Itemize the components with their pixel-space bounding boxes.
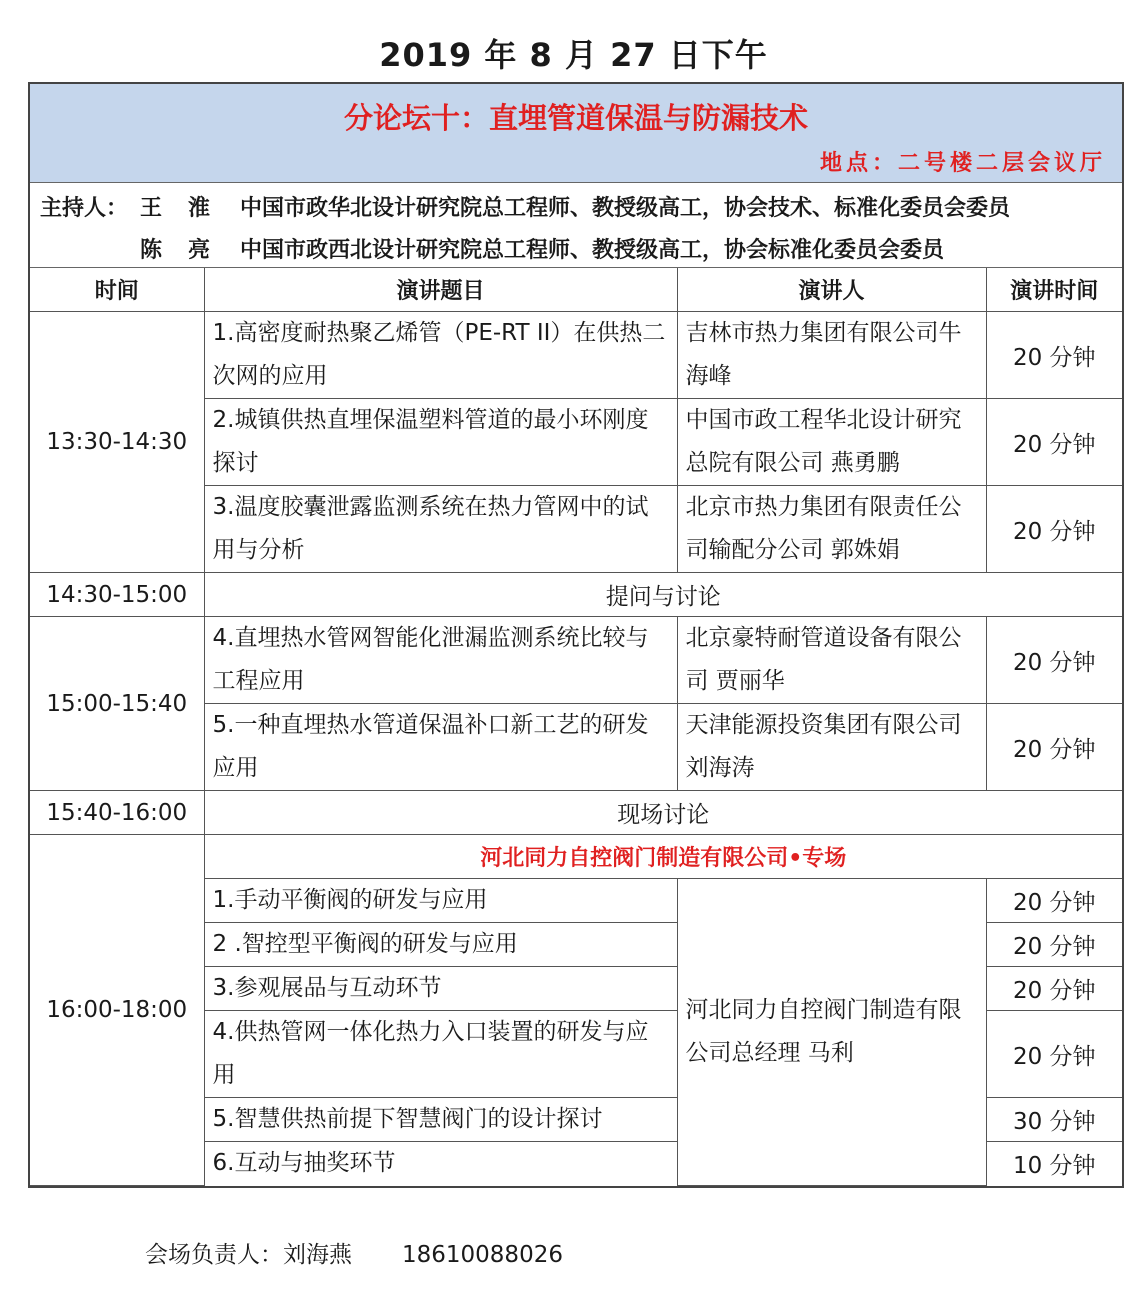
host-name: 陈亮 <box>140 238 237 263</box>
duration-cell: 20 分钟 <box>986 399 1122 486</box>
schedule-frame <box>28 82 1124 1188</box>
header-topic: 演讲题目 <box>204 268 677 312</box>
time-cell: 15:40-16:00 <box>30 791 204 835</box>
footer-contact <box>145 1236 563 1269</box>
speaker-cell: 天津能源投资集团有限公司 刘海涛 <box>677 704 986 791</box>
duration-cell: 20 分钟 <box>986 312 1122 399</box>
host-row <box>40 233 944 264</box>
host-desc: 中国市政华北设计研究院总工程师、教授级高工，协会技术、标准化委员会委员 <box>240 196 1011 221</box>
topic-cell: 2 .智控型平衡阀的研发与应用 <box>204 923 677 967</box>
topic-cell: 6.互动与抽奖环节 <box>204 1142 677 1186</box>
topic-cell: 5.一种直埋热水管道保温补口新工艺的研发应用 <box>204 704 677 791</box>
duration-cell: 20 分钟 <box>986 704 1122 791</box>
host-label: 主持人： <box>40 196 129 221</box>
duration-cell: 20 分钟 <box>986 1011 1122 1098</box>
topic-cell: 2.城镇供热直埋保温塑料管道的最小环刚度探讨 <box>204 399 677 486</box>
break-cell: 现场讨论 <box>204 791 1122 835</box>
duration-cell: 20 分钟 <box>986 486 1122 573</box>
duration-cell: 20 分钟 <box>986 923 1122 967</box>
table-row <box>30 617 1122 704</box>
topic-cell: 1.高密度耐热聚乙烯管（PE-RT II）在供热二次网的应用 <box>204 312 677 399</box>
duration-cell: 10 分钟 <box>986 1142 1122 1186</box>
table-header-row <box>30 268 1122 312</box>
header-time: 时间 <box>30 268 204 312</box>
speaker-cell: 吉林市热力集团有限公司牛海峰 <box>677 312 986 399</box>
forum-banner <box>30 84 1122 183</box>
host-name: 王淮 <box>140 196 237 221</box>
time-cell: 14:30-15:00 <box>30 573 204 617</box>
special-session-title: 河北同力自控阀门制造有限公司•专场 <box>204 835 1122 879</box>
speaker-cell: 北京豪特耐管道设备有限公司 贾丽华 <box>677 617 986 704</box>
schedule-table <box>30 268 1122 1186</box>
host-desc: 中国市政西北设计研究院总工程师、教授级高工，协会标准化委员会委员 <box>240 238 945 263</box>
topic-cell: 3.参观展品与互动环节 <box>204 967 677 1011</box>
topic-cell: 1.手动平衡阀的研发与应用 <box>204 879 677 923</box>
venue-label: 地点：二号楼二层会议厅 <box>819 151 1106 176</box>
table-row <box>30 791 1122 835</box>
topic-cell: 4.供热管网一体化热力入口装置的研发与应用 <box>204 1011 677 1098</box>
time-cell: 13:30-14:30 <box>30 312 204 573</box>
topic-cell: 5.智慧供热前提下智慧阀门的设计探讨 <box>204 1098 677 1142</box>
topic-cell: 4.直埋热水管网智能化泄漏监测系统比较与工程应用 <box>204 617 677 704</box>
host-row <box>40 191 1010 222</box>
duration-cell: 20 分钟 <box>986 879 1122 923</box>
forum-title: 分论坛十：直埋管道保温与防漏技术 <box>343 101 808 135</box>
contact-phone: 18610088026 <box>402 1242 563 1268</box>
speaker-cell: 中国市政工程华北设计研究总院有限公司 燕勇鹏 <box>677 399 986 486</box>
contact-label: 会场负责人：刘海燕 <box>145 1242 352 1268</box>
header-duration: 演讲时间 <box>986 268 1122 312</box>
topic-cell: 3.温度胶囊泄露监测系统在热力管网中的试用与分析 <box>204 486 677 573</box>
speaker-cell: 河北同力自控阀门制造有限公司总经理 马利 <box>677 879 986 1186</box>
duration-cell: 20 分钟 <box>986 617 1122 704</box>
duration-cell: 30 分钟 <box>986 1098 1122 1142</box>
speaker-cell: 北京市热力集团有限责任公司输配分公司 郭姝娟 <box>677 486 986 573</box>
break-cell: 提问与讨论 <box>204 573 1122 617</box>
time-cell: 16:00-18:00 <box>30 835 204 1186</box>
table-row <box>30 835 1122 879</box>
header-speaker: 演讲人 <box>677 268 986 312</box>
duration-cell: 20 分钟 <box>986 967 1122 1011</box>
page-title: 2019 年 8 月 27 日下午 <box>379 36 768 74</box>
table-row <box>30 312 1122 399</box>
table-row <box>30 573 1122 617</box>
time-cell: 15:00-15:40 <box>30 617 204 791</box>
hosts-section <box>30 183 1122 268</box>
